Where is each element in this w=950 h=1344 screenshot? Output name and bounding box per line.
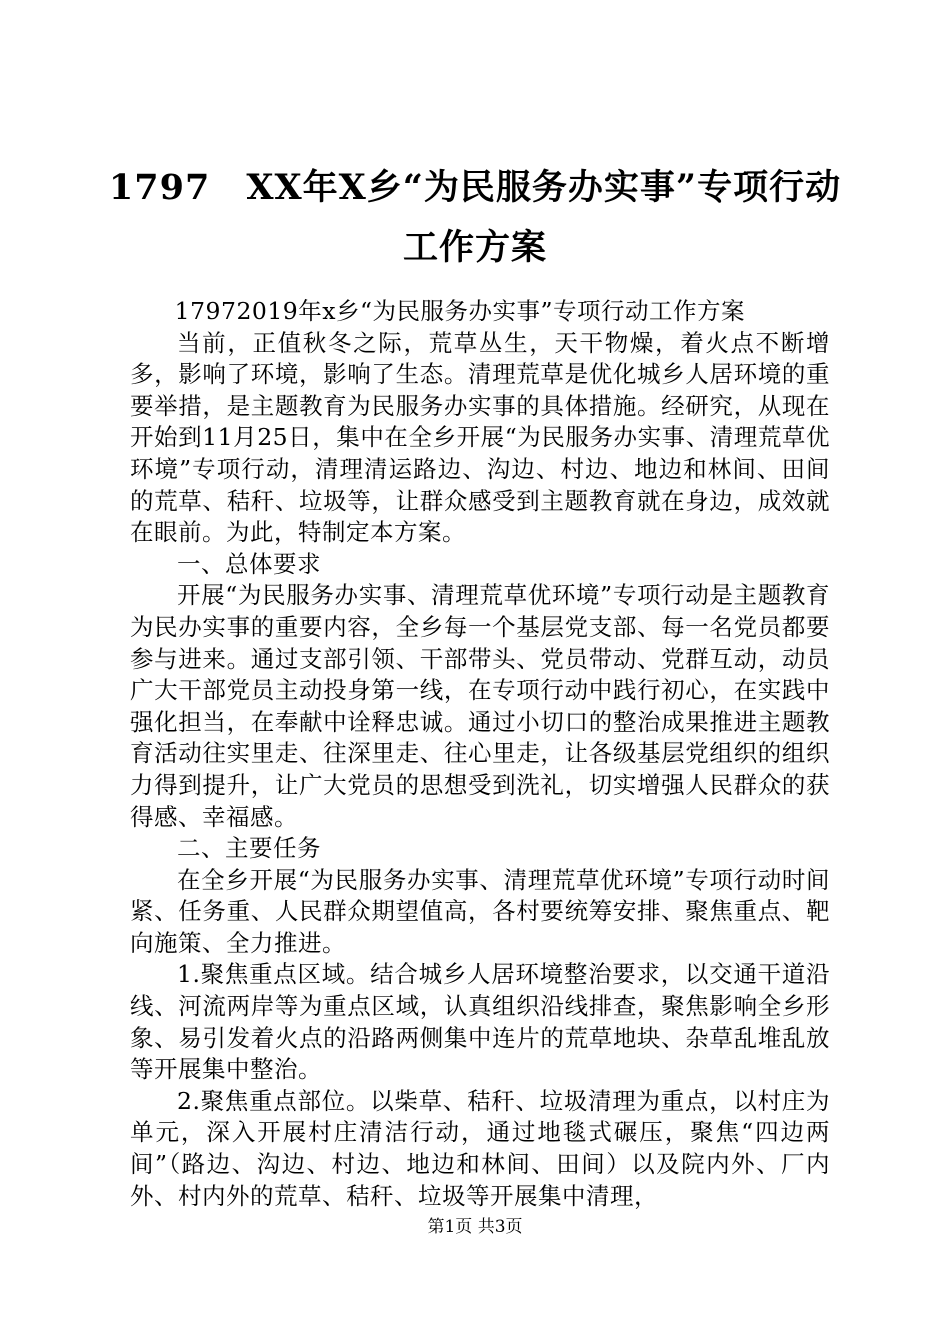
document-title-line-1: 1797 XX年X乡“为民服务办实事”专项行动 <box>108 167 842 208</box>
section-heading-main-tasks: 二、主要任务 <box>177 834 321 863</box>
document-title <box>100 158 850 278</box>
page-footer <box>0 1215 950 1239</box>
document-title-line-2: 工作方案 <box>402 227 547 268</box>
paragraph-main-tasks: 在全乡开展“为民服务办实事、清理荒草优环境”专项行动时间紧、任务重、人民群众期望值高，各村要统筹安排、聚焦重点、靶向施策、全力推进。 <box>130 865 830 957</box>
paragraph-task-2: 2.聚焦重点部位。以柴草、秸秆、垃圾清理为重点，以村庄为单元，深入开展村庄清洁行动，通过地毯式碾压，聚焦“四边两间”（路边、沟边、村边、地边和林间、田间）以及院内外、厂内外、村内外的荒草、秸秆、垃圾等开展集中清理， <box>130 1086 830 1210</box>
document-body <box>130 296 830 1212</box>
paragraph-intro: 当前，正值秋冬之际，荒草丛生，天干物燥，着火点不断增多，影响了环境，影响了生态。清理荒草是优化城乡人居环境的重要举措，是主题教育为民服务办实事的具体措施。经研究，从现在开始到11月25日，集中在全乡开展“为民服务办实事、清理荒草优环境”专项行动，清理清运路边、沟边、村边、地边和林间、田间的荒草、秸秆、垃圾等，让群众感受到主题教育就在身边，成效就在眼前。为此，特制定本方案。 <box>130 328 830 547</box>
page-number: 第1页 共3页 <box>427 1217 523 1237</box>
document-subtitle: 17972019年x乡“为民服务办实事”专项行动工作方案 <box>174 297 746 325</box>
paragraph-task-1: 1.聚焦重点区域。结合城乡人居环境整治要求，以交通干道沿线、河流两岸等为重点区域，认真组织沿线排查，聚焦影响全乡形象、易引发着火点的沿路两侧集中连片的荒草地块、杂草乱堆乱放等开展集中整治。 <box>130 960 830 1084</box>
section-heading-general-requirements: 一、总体要求 <box>177 549 321 578</box>
paragraph-general-requirements: 开展“为民服务办实事、清理荒草优环境”专项行动是主题教育为民办实事的重要内容，全乡每一个基层党支部、每一名党员都要参与进来。通过支部引领、干部带头、党员带动、党群互动，动员广大干部党员主动投身第一线，在专项行动中践行初心，在实践中强化担当，在奉献中诠释忠诚。通过小切口的整治成果推进主题教育活动往实里走、往深里走、往心里走，让各级基层党组织的组织力得到提升，让广大党员的思想受到洗礼，切实增强人民群众的获得感、幸福感。 <box>130 581 830 831</box>
